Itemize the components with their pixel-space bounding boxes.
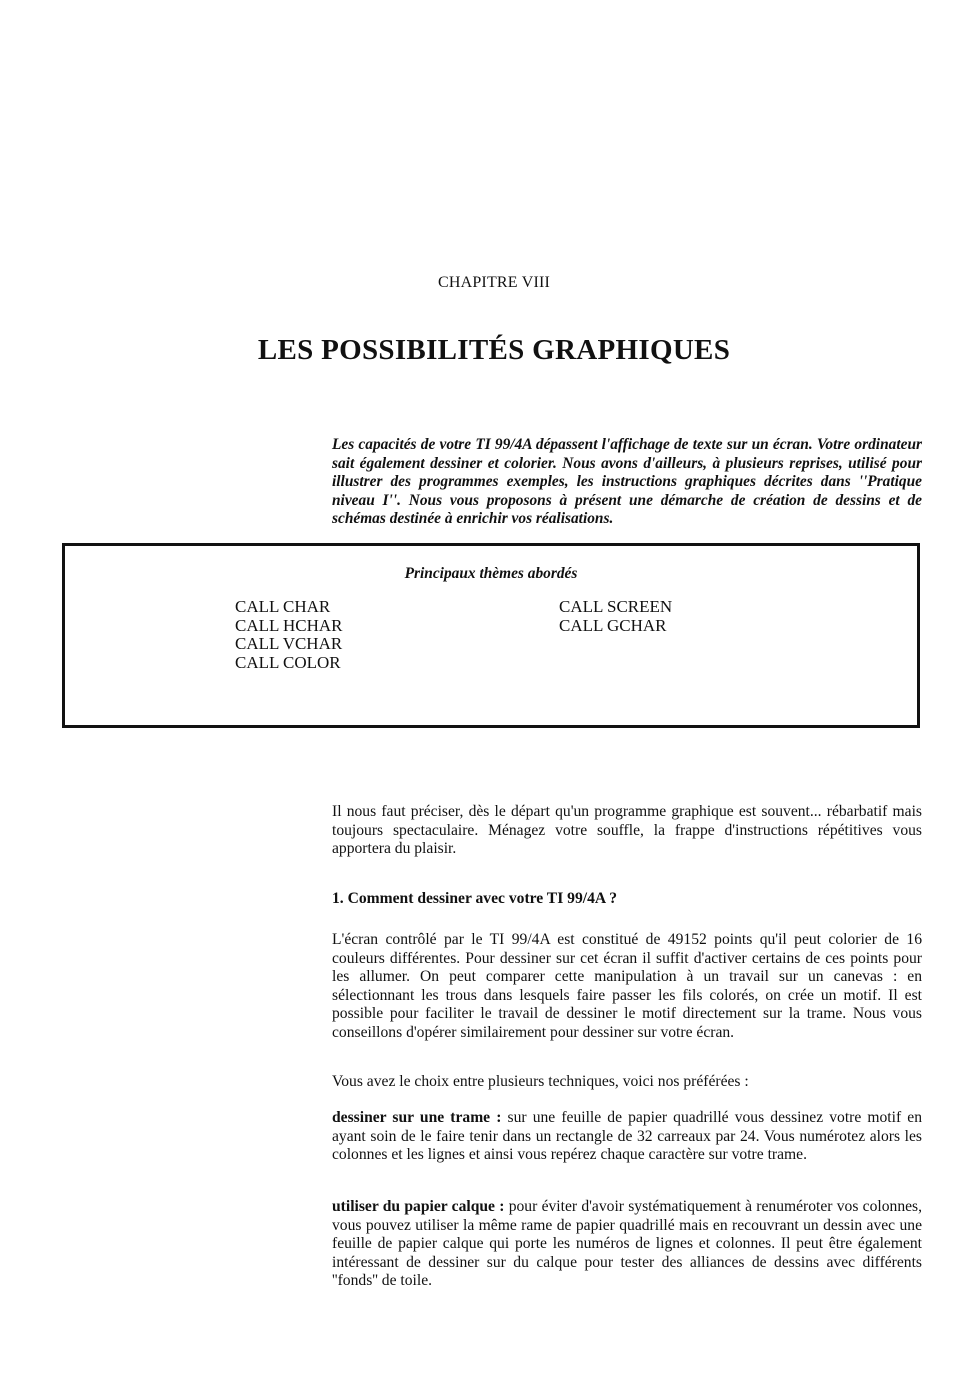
theme-item: CALL SCREEN bbox=[559, 597, 673, 616]
theme-item: CALL GCHAR bbox=[559, 615, 667, 635]
theme-item: CALL VCHAR bbox=[235, 634, 343, 653]
technique-description: sur une feuille de papier quadrillé vous dessinez votre motif en ayant soin de le faire tenir dans un rectangle de 32 carreaux par 24. Vous numérotez alors les colonnes et les lignes et ainsi vous repérez chaque caractère sur votre trame. bbox=[332, 1109, 922, 1164]
technique-description: pour éviter d'avoir systématiquement à renuméroter vos colonnes, vous pouvez utiliser la même rame de papier quadrillé mais en recouvrant un dessin avec une feuille de papier calque qui porte les numéros de lignes et colonnes. Il peut être également intéressant de dessiner sur du calque pour tester des alliances de dessins avec différents ''fonds'' de toile. bbox=[332, 1198, 923, 1290]
body-paragraph: Vous avez le choix entre plusieurs techniques, voici nos préférées : bbox=[332, 1073, 749, 1090]
chapter-label: CHAPITRE VIII bbox=[437, 274, 551, 291]
body-paragraph-technique-trame bbox=[332, 1109, 922, 1165]
technique-term: utiliser du papier calque : bbox=[332, 1198, 505, 1215]
chapter-title: LES POSSIBILITÉS GRAPHIQUES bbox=[257, 334, 731, 366]
themes-title: Principaux thèmes abordés bbox=[404, 565, 578, 582]
theme-item: CALL COLOR bbox=[235, 652, 341, 672]
section-heading: 1. Comment dessiner avec votre TI 99/4A ? bbox=[332, 890, 617, 907]
body-paragraph: Il nous faut préciser, dès le départ qu'un programme graphique est souvent... rébarbatif mais toujours spectaculaire. Ménagez votre souffle, la frappe d'instructions répétitives vous apportera du plaisir. bbox=[332, 803, 922, 858]
themes-box bbox=[62, 543, 920, 728]
theme-item: CALL CHAR bbox=[235, 597, 331, 616]
themes-list-left bbox=[235, 598, 343, 672]
body-paragraph: L'écran contrôlé par le TI 99/4A est constitué de 49152 points qu'il peut colorier de 16 couleurs différentes. Pour dessiner sur cet écran il suffit d'activer certains de ces points pour les allumer. On peut comparer cette manipulation à un travail sur un canevas : en sélectionnant les trous dans lesquels faire passer les fils colorés, on crée un motif. Il est possible pour faciliter le travail de dessiner le motif directement sur la trame. Nous vous conseillons d'opérer similairement pour dessiner sur votre écran. bbox=[332, 931, 922, 1041]
body-paragraph-technique-calque bbox=[332, 1198, 922, 1291]
intro-paragraph: Les capacités de votre TI 99/4A dépassent l'affichage de texte sur un écran. Votre ordinateur sait également dessiner et colorier. Nous avons d'ailleurs, à plusieurs reprises, utilisé pour illustrer des programmes exemples, les instructions graphiques décrites dans ''Pratique niveau I''. Nous vous proposons à présent une démarche de création de dessins et de schémas destinée à enrichir vos réalisations. bbox=[332, 436, 922, 528]
technique-term: dessiner sur une trame : bbox=[332, 1109, 502, 1126]
themes-list-right bbox=[559, 598, 672, 635]
theme-item: CALL HCHAR bbox=[235, 615, 343, 635]
